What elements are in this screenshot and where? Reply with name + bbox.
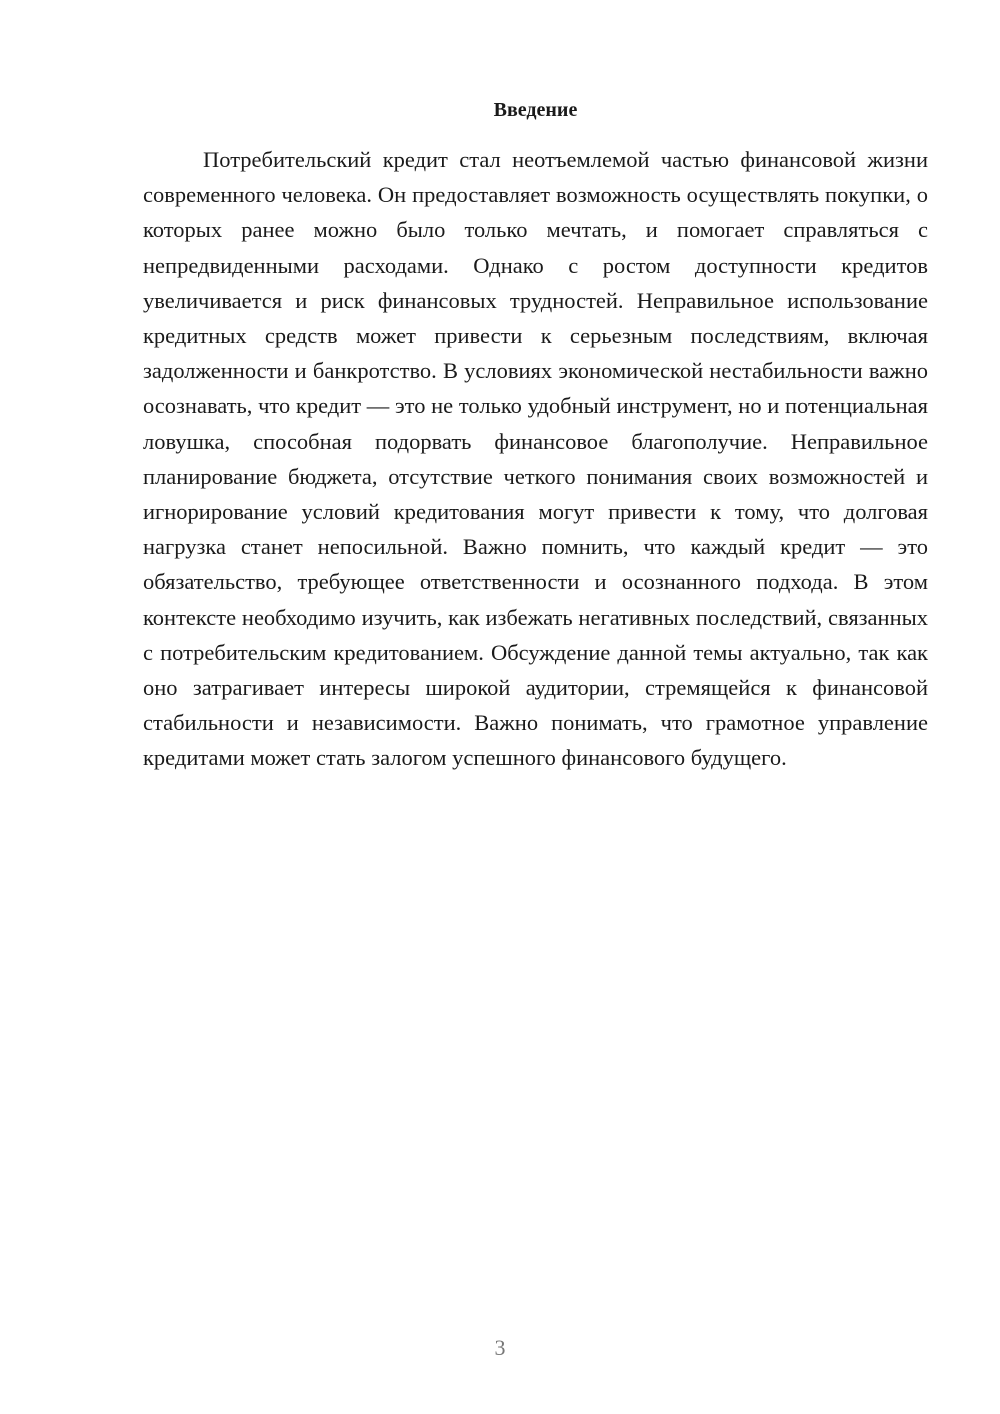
page-number: 3 <box>494 1335 506 1360</box>
intro-paragraph: Потребительский кредит стал неотъемлемой частью финансовой жизни современного человека. Он предоставляет возможность осуществлять покупки, о которых ранее можно было только мечтать, и помогает справляться с непредвиденными расходами. Однако с ростом доступности кредитов увеличивается и риск финансовых трудностей. Неправильное использование кредитных средств может привести к серьезным последствиям, включая задолженности и банкротство. В условиях экономической нестабильности важно осознавать, что кредит — это не только удобный инструмент, но и потенциальная ловушка, способная подорвать финансовое благополучие. Неправильное планирование бюджета, отсутствие четкого понимания своих возможностей и игнорирование условий кредитования могут привести к тому, что долговая нагрузка станет непосильной. Важно помнить, что каждый кредит — это обязательство, требующее ответственности и осознанного подхода. В этом контексте необходимо изучить, как избежать негативных последствий, связанных с потребительским кредитованием. Обсуждение данной темы актуально, так как оно затрагивает интересы широкой аудитории, стремящейся к финансовой стабильности и независимости. Важно понимать, что грамотное управление кредитами может стать залогом успешного финансового будущего. <box>143 147 928 771</box>
section-heading: Введение <box>493 99 578 121</box>
